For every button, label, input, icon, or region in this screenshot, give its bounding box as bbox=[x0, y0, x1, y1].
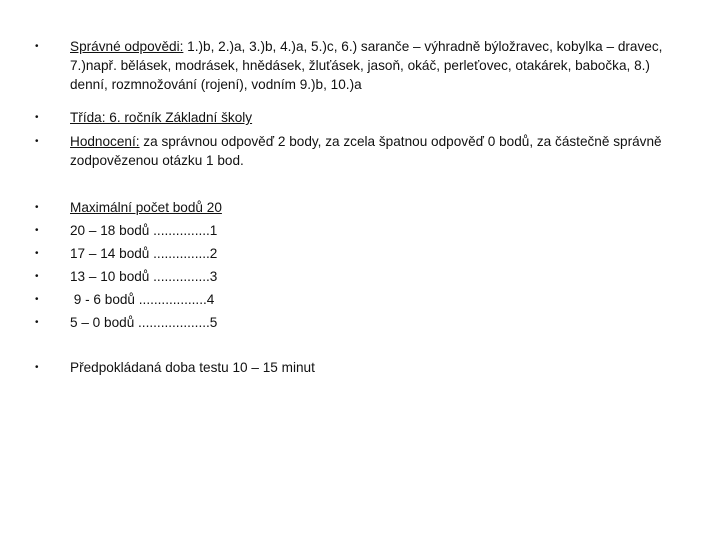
bullet: • bbox=[35, 202, 39, 213]
grade-row bbox=[35, 244, 690, 263]
grade-text: 13 – 10 bodů ...............3 bbox=[70, 269, 218, 284]
grade-text: 17 – 14 bodů ...............2 bbox=[70, 246, 218, 261]
bullet: • bbox=[35, 41, 39, 52]
answers-label: Správné odpovědi: bbox=[70, 39, 184, 54]
answers-item bbox=[35, 37, 690, 94]
evaluation-label: Hodnocení: bbox=[70, 134, 140, 149]
bullet: • bbox=[35, 248, 39, 259]
bullet: • bbox=[35, 362, 39, 373]
bullet: • bbox=[35, 294, 39, 305]
grade-text: 5 – 0 bodů ...................5 bbox=[70, 315, 218, 330]
bullet: • bbox=[35, 271, 39, 282]
duration-item bbox=[35, 358, 690, 377]
evaluation-item bbox=[35, 132, 690, 170]
grade-row bbox=[35, 313, 690, 332]
grade-row bbox=[35, 290, 690, 309]
grade-text: 20 – 18 bodů ...............1 bbox=[70, 223, 218, 238]
class-item bbox=[35, 108, 690, 127]
max-points-label: Maximální počet bodů 20 bbox=[70, 200, 222, 215]
duration-text: Předpokládaná doba testu 10 – 15 minut bbox=[70, 360, 315, 375]
evaluation-text: za správnou odpověď 2 body, za zcela špatnou odpověď 0 bodů, za částečně správně zodpovězenou otázku 1 bod. bbox=[70, 134, 662, 168]
max-points-item bbox=[35, 198, 690, 217]
grade-row bbox=[35, 221, 690, 240]
bullet: • bbox=[35, 225, 39, 236]
answers-text: 1.)b, 2.)a, 3.)b, 4.)a, 5.)c, 6.) saranče – výhradně býložravec, kobylka – dravec, 7.)např. bělásek, modrásek, hnědásek, žluťásek, jasoň, okáč, perleťovec, otakárek, babočka, 8.) denní, rozmnožování (rojení), vodním 9.)b, 10.)a bbox=[70, 39, 663, 92]
bullet: • bbox=[35, 317, 39, 328]
grade-row bbox=[35, 267, 690, 286]
bullet: • bbox=[35, 136, 39, 147]
bullet: • bbox=[35, 112, 39, 123]
class-label: Třída: 6. ročník Základní školy bbox=[70, 110, 253, 125]
grade-text: 9 - 6 bodů ..................4 bbox=[70, 292, 215, 307]
